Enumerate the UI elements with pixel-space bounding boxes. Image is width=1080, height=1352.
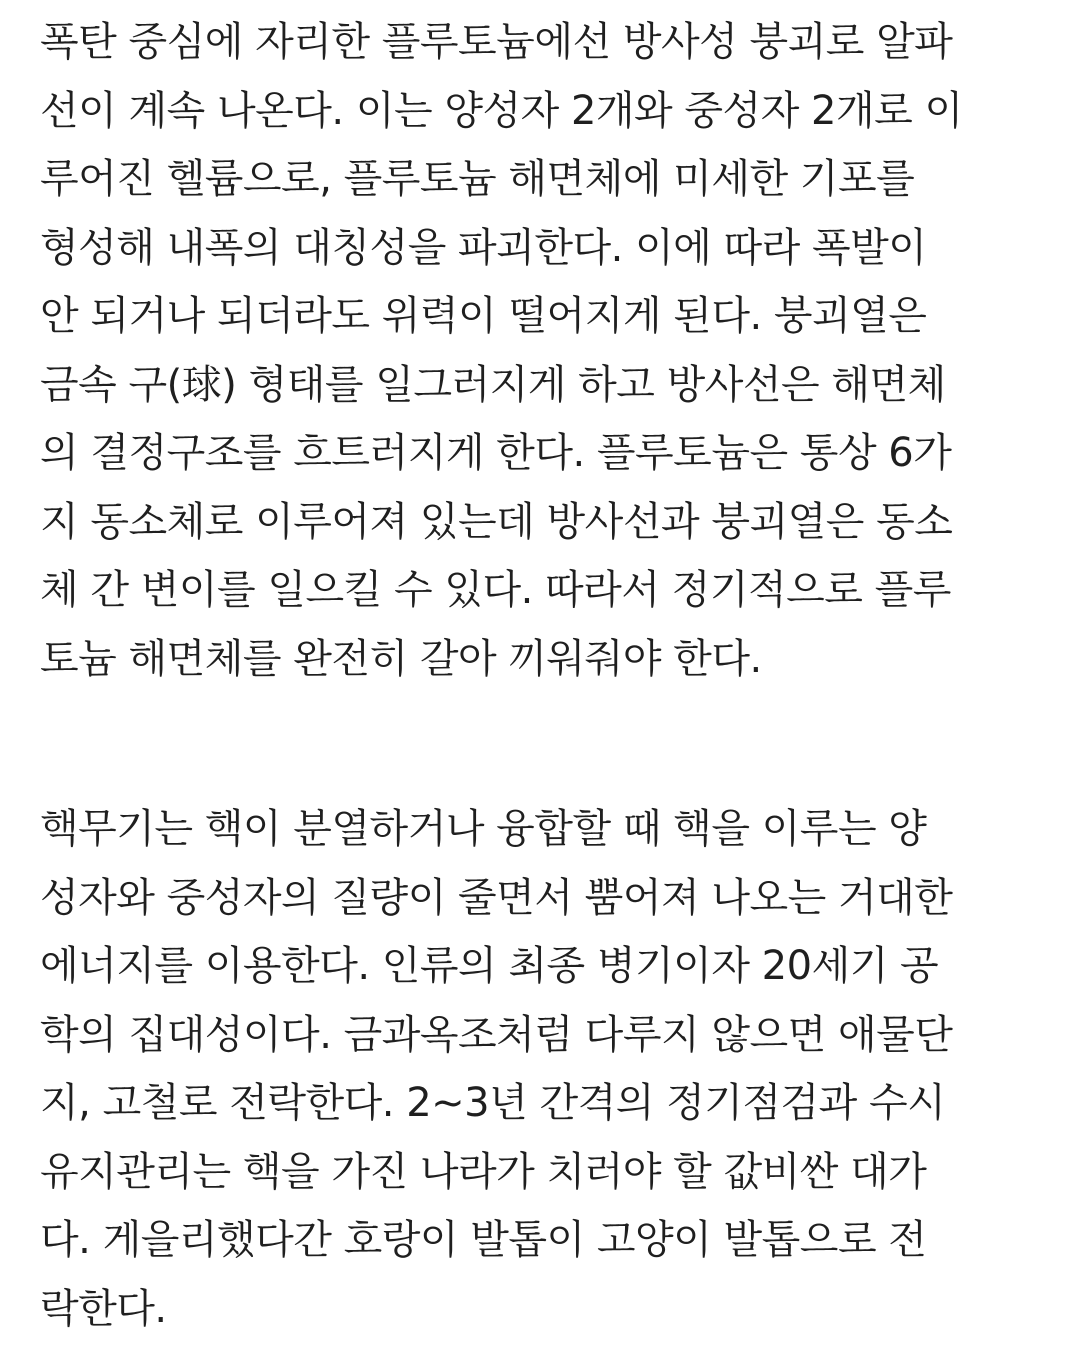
text-line: 유지관리는 핵을 가진 나라가 치러야 할 값비싼 대가 bbox=[40, 1148, 927, 1195]
text-line: 의 결정구조를 흐트러지게 한다. 플루토늄은 통상 6가 bbox=[40, 430, 952, 476]
text-line: 체 간 변이를 일으킬 수 있다. 따라서 정기적으로 플루 bbox=[40, 567, 951, 613]
text-line: 성자와 중성자의 질량이 줄면서 뿜어져 나오는 거대한 bbox=[40, 874, 953, 921]
text-line: 지, 고철로 전락한다. 2~3년 간격의 정기점검과 수시 bbox=[40, 1080, 946, 1126]
paragraph-spacer bbox=[40, 693, 1050, 795]
text-line: 지 동소체로 이루어져 있는데 방사선과 붕괴열은 동소 bbox=[40, 498, 953, 545]
text-line: 토늄 해면체를 완전히 갈아 끼워줘야 한다. bbox=[40, 635, 762, 682]
text-line: 폭탄 중심에 자리한 플루토늄에선 방사성 붕괴로 알파 bbox=[40, 19, 953, 65]
text-line: 루어진 헬륨으로, 플루토늄 해면체에 미세한 기포를 bbox=[40, 156, 915, 202]
text-line: 안 되거나 되더라도 위력이 떨어지게 된다. 붕괴열은 bbox=[40, 293, 927, 339]
text-line: 선이 계속 나온다. 이는 양성자 2개와 중성자 2개로 이 bbox=[40, 87, 963, 134]
text-line: 핵무기는 핵이 분열하거나 융합할 때 핵을 이루는 양 bbox=[40, 806, 927, 852]
text-line: 금속 구(球) 형태를 일그러지게 하고 방사선은 해면체 bbox=[40, 361, 946, 408]
text-line: 다. 게을리했다간 호랑이 발톱이 고양이 발톱으로 전 bbox=[40, 1217, 927, 1263]
text-line: 학의 집대성이다. 금과옥조처럼 다루지 않으면 애물단 bbox=[40, 1011, 953, 1058]
article-body bbox=[40, 0, 1050, 1343]
text-line: 락한다. bbox=[40, 1285, 167, 1332]
paragraph-nuclear-weapons bbox=[40, 795, 1050, 1343]
text-line: 에너지를 이용한다. 인류의 최종 병기이자 20세기 공 bbox=[40, 943, 939, 989]
paragraph-plutonium-decay bbox=[40, 0, 1050, 693]
text-line: 형성해 내폭의 대칭성을 파괴한다. 이에 따라 폭발이 bbox=[40, 224, 927, 271]
